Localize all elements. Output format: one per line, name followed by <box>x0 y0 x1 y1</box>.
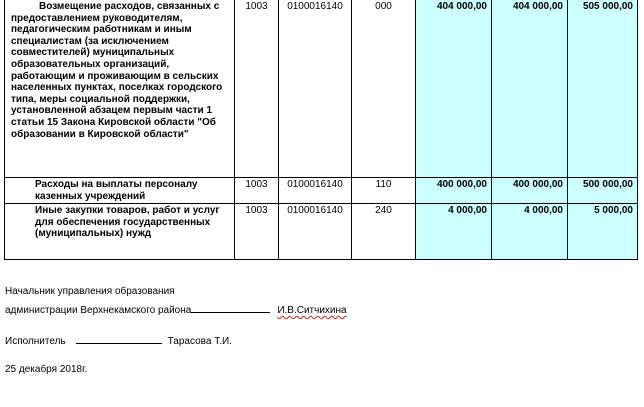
target-code: 0100016140 <box>279 204 352 260</box>
kind-code: 110 <box>352 178 416 204</box>
value-cell: 4 000,00 <box>416 204 492 260</box>
value-cell: 500 000,00 <box>568 178 638 204</box>
signature-blank <box>191 302 270 313</box>
row-description: Возмещение расходов, связанных с предоставлением руководителям, педагогическим работникам и иным специалистам (за исключением совместителей) муниципальных образовательных организаций, работающим и проживающим в сельских населенных пунктах, поселках городского типа, меры социальной поддержки, установленной абзацем первым части 1 статьи 15 Закона Кировской области "Об образовании в Кировской области" <box>5 0 235 178</box>
row-description: Расходы на выплаты персоналу казенных учреждений <box>5 178 235 204</box>
value-cell: 400 000,00 <box>416 178 492 204</box>
target-code: 0100016140 <box>279 0 352 178</box>
section-code: 1003 <box>235 0 279 178</box>
table-row <box>5 0 638 178</box>
executor-label: Исполнитель <box>5 336 66 347</box>
executor-line <box>5 333 232 348</box>
signature-org: администрации Верхнекамского района <box>5 305 192 316</box>
value-cell: 404 000,00 <box>492 0 568 178</box>
value-cell: 400 000,00 <box>492 178 568 204</box>
value-cell: 505 000,00 <box>568 0 638 178</box>
table-row <box>5 178 638 204</box>
signature-name: И.В.Ситчихина <box>277 305 347 316</box>
kind-code: 000 <box>352 0 416 178</box>
signature-title: Начальник управления образования <box>5 286 175 297</box>
signature-line <box>5 302 347 317</box>
section-code: 1003 <box>235 178 279 204</box>
value-cell: 404 000,00 <box>416 0 492 178</box>
value-cell: 4 000,00 <box>492 204 568 260</box>
budget-table <box>4 0 638 260</box>
target-code: 0100016140 <box>279 178 352 204</box>
kind-code: 240 <box>352 204 416 260</box>
executor-name: Тарасова Т.И. <box>167 336 232 347</box>
section-code: 1003 <box>235 204 279 260</box>
document-date: 25 декабря 2018г. <box>5 364 88 375</box>
table-row <box>5 204 638 260</box>
row-description: Иные закупки товаров, работ и услуг для обеспечения государственных (муниципальных) нужд <box>5 204 235 260</box>
executor-blank <box>76 333 162 344</box>
value-cell: 5 000,00 <box>568 204 638 260</box>
